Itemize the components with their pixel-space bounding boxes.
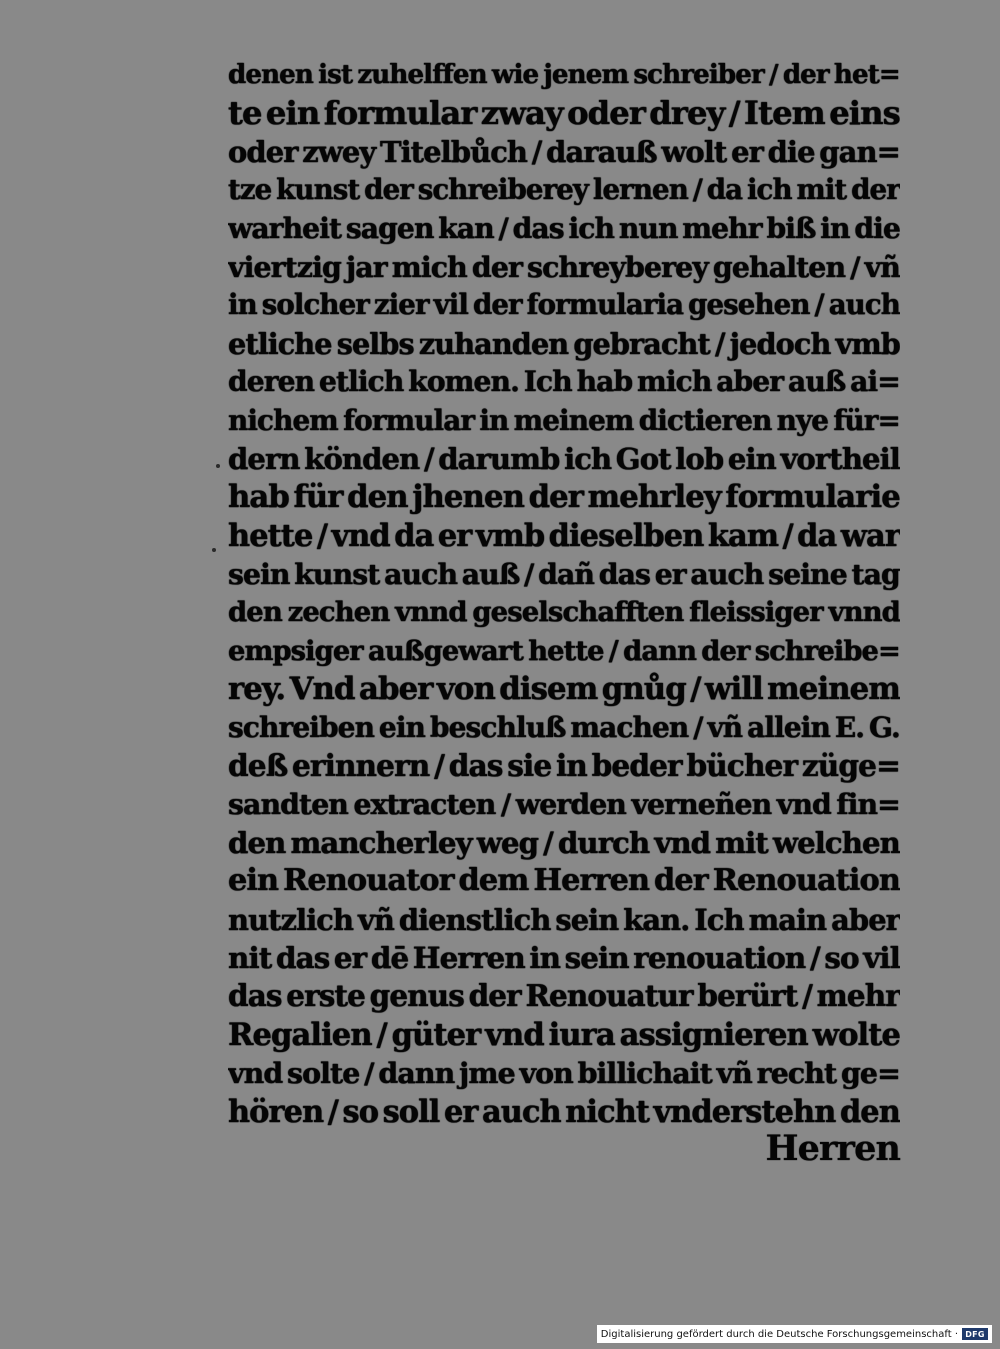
text-line: oder zwey Titelbůch / darauß wolt er die gan=	[228, 134, 900, 169]
dfg-logo-icon: DFG	[962, 1328, 988, 1340]
text-line: denen ist zuhelffen wie jenem schreiber / der het=	[228, 59, 900, 90]
text-line: hören / so soll er auch nicht vnderstehn den	[228, 1093, 900, 1130]
digitization-footer	[597, 1325, 992, 1343]
text-line: in solcher zier vil der formularia gesehen / auch	[228, 288, 900, 322]
catchword: Herren	[765, 1128, 900, 1169]
text-line: deß erinnern / das sie in beder bücher züge=	[228, 748, 900, 784]
text-line: den mancherley weg / durch vnd mit welchen	[228, 825, 900, 860]
text-line: ein Renouator dem Herren der Renouation	[228, 863, 900, 899]
text-line: rey. Vnd aber von disem gnůg / will meinem	[228, 671, 900, 708]
text-line: Regalien / güter vnd iura assignieren wolte	[228, 1016, 900, 1053]
text-line: warheit sagen kan / das ich nun mehr biß in die	[228, 211, 900, 245]
text-line: viertzig jar mich der schreyberey gehalten / vñ	[228, 249, 900, 284]
text-line: den zechen vnnd geselschafften fleissiger vnnd	[228, 596, 900, 629]
margin-mark	[216, 464, 220, 468]
text-line: sein kunst auch auß / dañ das er auch seine tag	[228, 557, 900, 592]
text-line: hab für den jhenen der mehrley formularie	[228, 479, 900, 516]
text-line: te ein formular zway oder drey / Item eins	[228, 94, 900, 133]
text-line: deren etlich komen. Ich hab mich aber auß ai=	[228, 365, 900, 399]
body-text	[228, 56, 900, 1131]
text-line: nutzlich vñ dienstlich sein kan. Ich main aber	[228, 902, 900, 937]
text-line: empsiger außgewart hette / dann der schreibe=	[228, 634, 900, 667]
margin-mark	[212, 548, 216, 552]
text-line: etliche selbs zuhanden gebracht / jedoch vmb	[228, 326, 900, 361]
text-line: nichem formular in meinem dictieren nye für=	[228, 403, 900, 437]
text-line: das erste genus der Renouatur berürt / mehr	[228, 978, 900, 1014]
text-line: vnd solte / dann jme von billichait vñ recht ge=	[228, 1056, 900, 1091]
text-line: schreiben ein beschluß machen / vñ allein E. G.	[228, 710, 900, 744]
text-line: hette / vnd da er vmb dieselben kam / da war	[228, 517, 900, 554]
text-line: sandten extracten / werden verneñen vnd fin=	[228, 787, 900, 822]
text-line: nit das er dē Herren in sein renouation / so vil	[228, 939, 900, 975]
text-line: dern könden / darumb ich Got lob ein vortheil	[228, 441, 900, 476]
text-line: tze kunst der schreiberey lernen / da ich mit der	[228, 173, 900, 207]
footer-credit: Digitalisierung gefördert durch die Deutsche Forschungsgemeinschaft ·	[600, 1328, 958, 1340]
